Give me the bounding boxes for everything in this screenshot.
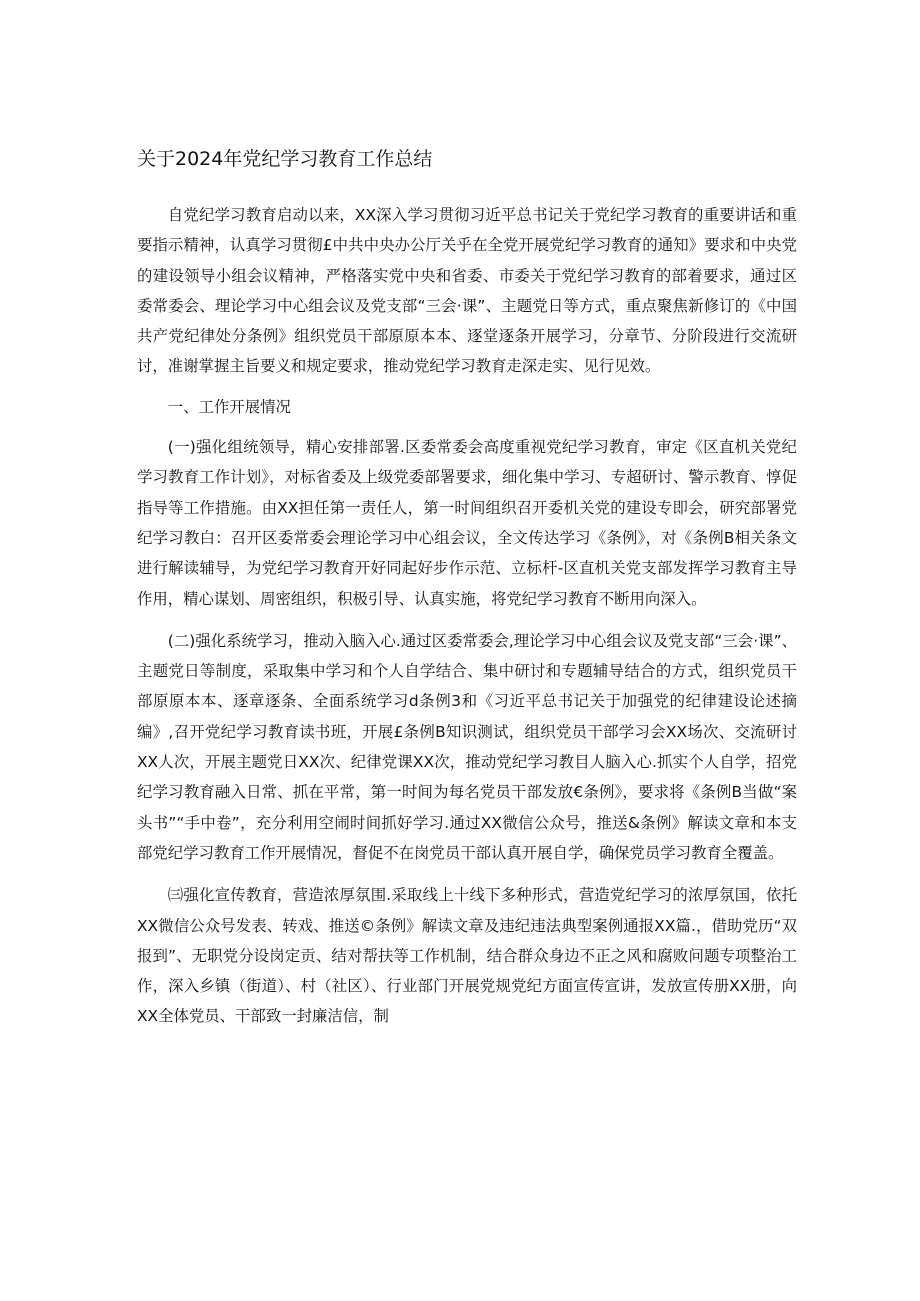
document-title: 关于2024年党纪学习教育工作总结 [137,148,433,170]
paragraph-item-3: ㈢强化宣传教育，营造浓厚氛围.采取线上十线下多种形式，营造党纪学习的浓厚氛国，依托XX微信公众号发表、转戏、推送©条例》解读文章及违纪违法典型案例通报XX篇.，借助党历“双报到”、无职党分设岗定贡、结对帮扶等工作机制，结合群众身边不正之风和腐败问题专项整治工作，深入乡镇（街道）、村（社区）、行业部门开展党规党纪方面宣传宣讲，发放宣传册XX册，向XX全体党员、干部致一封廉洁信，制 [137,886,797,1026]
intro-paragraph: 自党纪学习教育启动以来，XX深入学习贯彻习近平总书记关于党纪学习教育的重要讲话和重要指示精神，认真学习贯彻£中共中央办公厅关乎在全党开展党纪学习教育的通知》要求和中央党的建设领导小组会议精神，严格落实党中央和省委、市委关于党纪学习教育的部着要求，通过区委常委会、理论学习中心组会议及党支部“三会·课”、主题党日等方式，重点聚焦新修订的《中国共产党纪律处分条例》组织党员干部原原本本、逐堂逐条开展学习，分章节、分阶段进行交流研讨，准谢掌握主旨要义和规定要求，推动党纪学习教育走深走实、见行见效。 [137,206,797,376]
section-heading-work-progress: 一、工作开展情况 [167,397,291,416]
paragraph-item-1: (一)强化组统领导，精心安排部署.区委常委会高度重视党纪学习教育，审定《区直机关党纪学习教育工作计划》，对标省委及上级党委部署要求，细化集中学习、专超研讨、警示教育、惇促指导等工作措施。由XX担任第一责任人，第一时间组织召开委机关党的建设专即会，研究部署党纪学习教白：召开区委常委会理论学习中心组会议，全文传达学习《条例》，对《条例B相关条文进行解读辅导，为党纪学习教育开好同起好步作示范、立标杆-区直机关党支部发挥学习教育主导作用，精心谋划、周密组织，积极引导、认真实施，将党纪学习教育不断用向深入。 [137,438,797,608]
document-body [137,200,797,1042]
paragraph-item-2: (二)强化系统学习，推动入脑入心.通过区委常委会,理论学习中心组会议及党支部“三会·课”、主题党日等制度，采取集中学习和个人自学结合、集中研讨和专题辅导结合的方式，组织党员干部原原本本、逐章逐条、全面系统学习d条例3和《习近平总书记关于加强党的纪律建设论述摘编》,召开党纪学习教育读书班，开展£条例B知识测试，组织党员干部学习会XX场次、交流研讨XX人次，开展主题党日XX次、纪律党课XX次，推动党纪学习教目人脑入心.抓实个人自学，招党纪学习教育融入日常、抓在平常，第一时间为每名党员干部发放€条例》，要求将《条例B当做“案头书”“手中卷”，充分利用空闹时间抓好学习.通过XX微信公众号，推送&条例》解读文章和本支部党纪学习教育工作开展情况，督促不在岗党员干部认真开展自学，确保党员学习教育全覆盖。 [137,631,797,862]
